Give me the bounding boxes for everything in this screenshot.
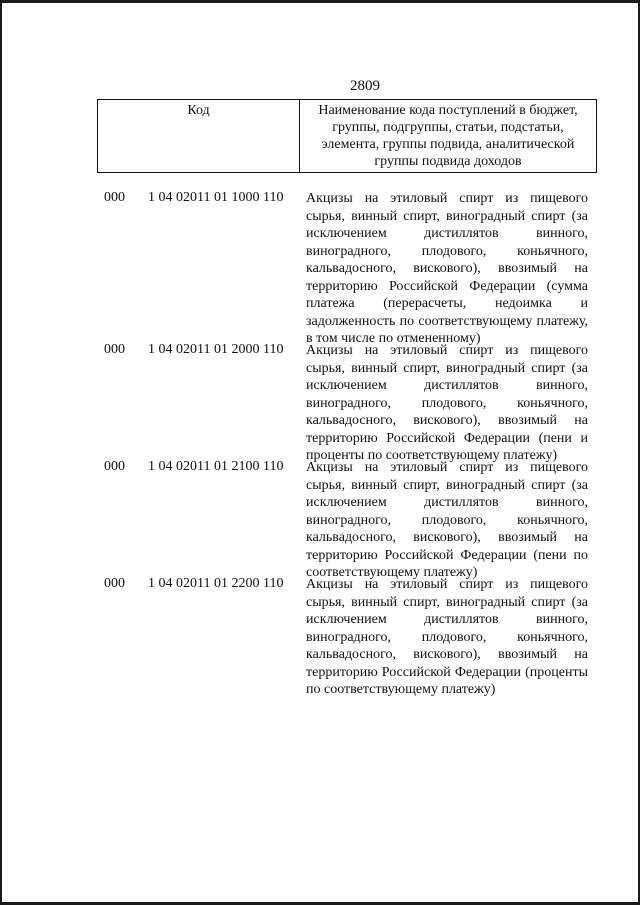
row-description: Акцизы на этиловый спирт из пищевого сырья, винный спирт, виноградный спирт (за исключением дистиллятов винного, виноградного, плодового, коньячного, кальвадосного, вискового), ввозимый на территорию Российской Федерации (пени по соответствующему платежу)	[306, 460, 588, 580]
row-income-code: 1 04 02011 01 2000 110	[148, 342, 284, 357]
header-name-label: Наименование кода поступлений в бюджет, группы, подгруппы, статьи, подстатьи, элемента, группы подвида, аналитической группы подвида доходов	[318, 103, 578, 169]
row-admin-code: 000	[104, 342, 125, 357]
row-income-code: 1 04 02011 01 2200 110	[148, 576, 284, 591]
table-header	[97, 99, 597, 173]
page-number: 2809	[350, 78, 380, 94]
row-description: Акцизы на этиловый спирт из пищевого сырья, винный спирт, виноградный спирт (за исключением дистиллятов винного, виноградного, плодового, коньячного, кальвадосного, вискового), ввозимый на территорию Российской Федерации (сумма платежа (перерасчеты, недоимка и задолженность по соответствующему платежу, в том числе по отмененному)	[306, 191, 588, 346]
row-admin-code: 000	[104, 190, 125, 205]
row-admin-code: 000	[104, 459, 125, 474]
header-code-label: Код	[98, 100, 300, 172]
row-admin-code: 000	[104, 576, 125, 591]
row-income-code: 1 04 02011 01 1000 110	[148, 190, 284, 205]
row-income-code: 1 04 02011 01 2100 110	[148, 459, 284, 474]
page-edge-top	[0, 0, 640, 3]
row-description: Акцизы на этиловый спирт из пищевого сырья, винный спирт, виноградный спирт (за исключением дистиллятов винного, виноградного, плодового, коньячного, кальвадосного, вискового), ввозимый на территорию Российской Федерации (пени и проценты по соответствующему платежу)	[306, 343, 588, 463]
row-description: Акцизы на этиловый спирт из пищевого сырья, винный спирт, виноградный спирт (за исключением дистиллятов винного, виноградного, плодового, коньячного, кальвадосного, вискового), ввозимый на территорию Российской Федерации (проценты по соответствующему платежу)	[306, 577, 588, 697]
page-edge-left	[0, 0, 2, 905]
